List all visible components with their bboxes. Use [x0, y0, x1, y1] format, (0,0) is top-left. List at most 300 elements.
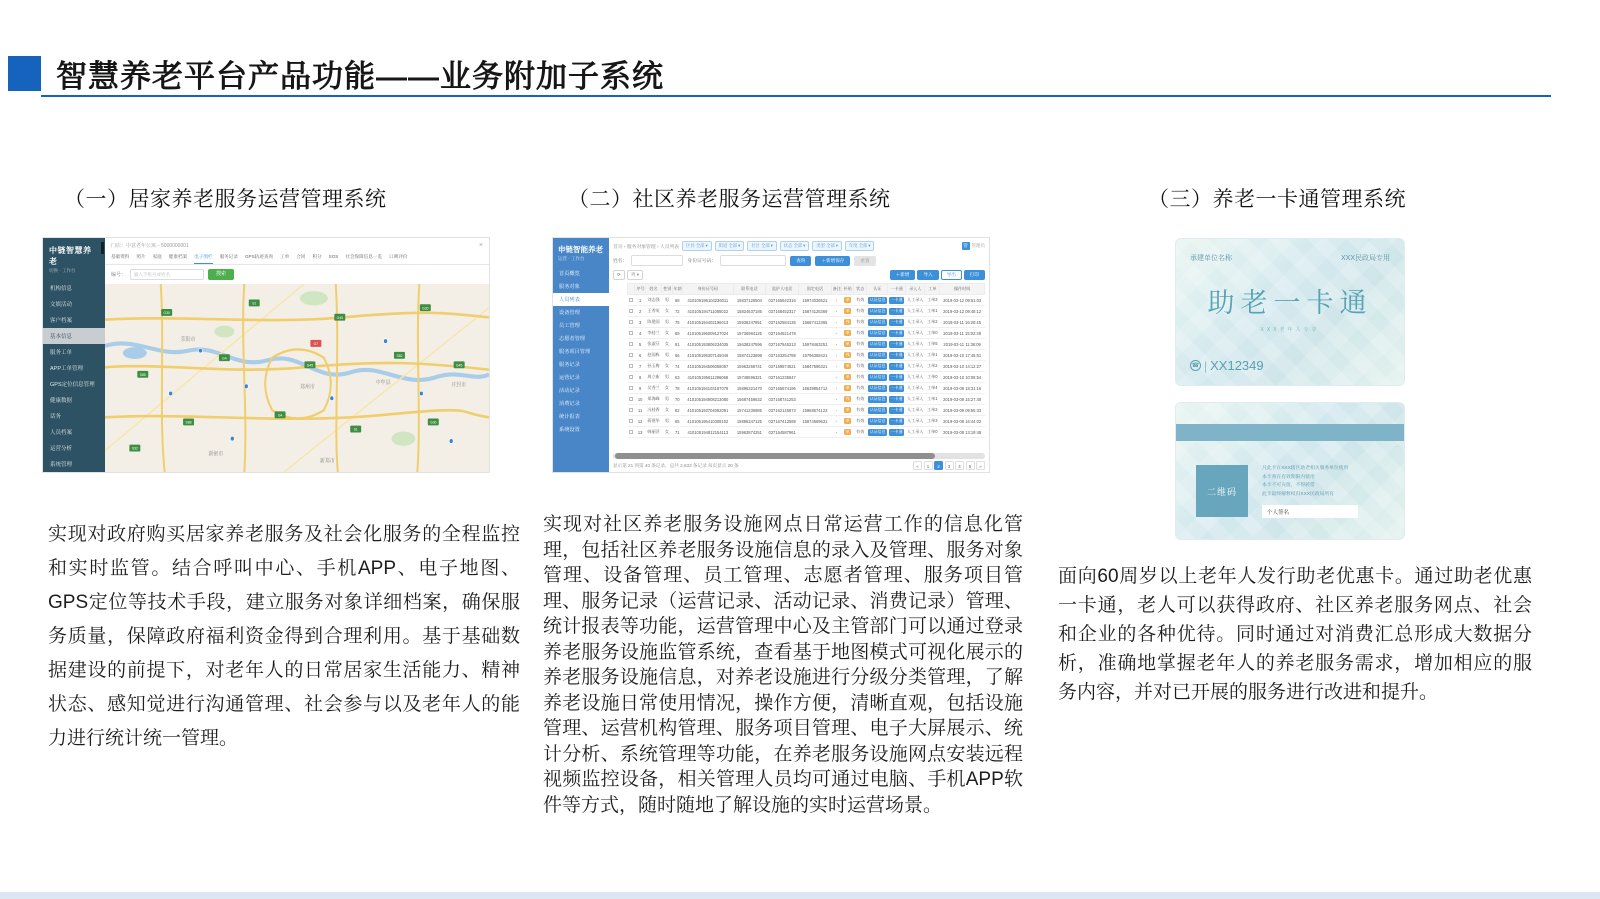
- cell: 74: [672, 361, 682, 372]
- cell: 15796358421: [799, 350, 832, 361]
- cell: 有效: [854, 394, 867, 405]
- sidebar-item[interactable]: 统计报表: [559, 414, 580, 420]
- app2-action-buttons: [890, 270, 985, 280]
- elder-card-front: [1175, 238, 1405, 386]
- idcard-filter-input[interactable]: [720, 255, 786, 266]
- cell: 15896347125: [733, 416, 766, 427]
- sidebar-item[interactable]: GPS定位信息管理: [50, 382, 95, 388]
- table-row[interactable]: [628, 350, 985, 361]
- app2-main: [609, 238, 989, 472]
- row-checkbox[interactable]: [629, 397, 633, 401]
- chevron-down-icon: ▾: [803, 243, 806, 248]
- map-city-label: 荥阳市: [180, 336, 196, 344]
- cell: 孙玉梅: [645, 361, 661, 372]
- cell: 张淑芬: [645, 339, 661, 350]
- cell: 人工录入: [906, 427, 925, 438]
- cell: 63: [672, 372, 682, 383]
- cell: 工单2: [925, 405, 940, 416]
- cell: 人工录入: [906, 361, 925, 372]
- cell: 李桂兰: [645, 328, 661, 339]
- cell: 女: [662, 361, 672, 372]
- map-city-label: 郑州市: [299, 384, 315, 391]
- cell: 15968574123: [799, 405, 832, 416]
- checkbox-cell: [628, 383, 635, 394]
- tab[interactable]: GPS轨迹查询: [244, 254, 274, 259]
- detail-button[interactable]: 认证信息: [869, 407, 886, 412]
- sidebar-toggle-icon[interactable]: [101, 242, 104, 254]
- detail-button[interactable]: 认证信息: [869, 363, 886, 368]
- cell: -: [831, 306, 841, 317]
- cell: [888, 372, 906, 383]
- cell: 女: [662, 339, 672, 350]
- highway-badge-label: S1: [252, 301, 257, 306]
- row-checkbox[interactable]: [629, 320, 633, 324]
- page-button[interactable]: 5: [966, 461, 975, 470]
- table-row[interactable]: [628, 328, 985, 339]
- card-button[interactable]: 一卡通: [890, 297, 903, 302]
- cell: 有效: [854, 427, 867, 438]
- card-button[interactable]: 一卡通: [890, 396, 903, 401]
- subsidy-badge: 单: [845, 330, 850, 335]
- cell: 15824637185: [733, 306, 766, 317]
- sidebar-item[interactable]: 人员档案: [50, 430, 73, 436]
- breadcrumb: 首页 › 服务对象管理 › 人员列表: [613, 244, 680, 250]
- cell: 11: [635, 405, 645, 416]
- table-row[interactable]: [628, 339, 985, 350]
- cell: 陈建国: [645, 317, 661, 328]
- checkbox-cell: [628, 328, 635, 339]
- cell: 70: [672, 394, 682, 405]
- detail-button[interactable]: 认证信息: [869, 396, 886, 401]
- tab[interactable]: 积分: [312, 254, 322, 259]
- cell: 410105193704092091: [683, 405, 734, 416]
- cell: 人工录入: [906, 350, 925, 361]
- column-header: 认证: [867, 284, 888, 295]
- map-pin-icon[interactable]: [169, 391, 173, 396]
- cell: 女: [662, 405, 672, 416]
- sidebar-item[interactable]: 服务记录: [559, 362, 580, 368]
- cell: 15837126504: [733, 295, 766, 306]
- cell: 女: [662, 328, 672, 339]
- cell: 75: [672, 317, 682, 328]
- query-button[interactable]: 查询: [790, 256, 811, 266]
- filter-chip[interactable]: 状态 全部 ▾: [780, 241, 810, 251]
- cell: 410105194908213080: [683, 394, 734, 405]
- cell: 女: [662, 306, 672, 317]
- cell: 410105195104236011: [683, 295, 734, 306]
- checkbox-cell: [628, 317, 635, 328]
- cell: [867, 317, 888, 328]
- app1-sidebar: [43, 238, 105, 472]
- cell: 15639854712: [799, 383, 832, 394]
- instruction-line: 此卡最终解释权归XXX民政局所有: [1262, 491, 1334, 497]
- card-button[interactable]: 一卡通: [890, 374, 903, 379]
- card-button[interactable]: 一卡通: [890, 385, 903, 390]
- tab[interactable]: SOS: [328, 254, 339, 259]
- cell: 女: [662, 383, 672, 394]
- card-button[interactable]: 一卡通: [890, 341, 903, 346]
- cell: [888, 383, 906, 394]
- cell: 工单2: [925, 361, 940, 372]
- cell: [799, 394, 832, 405]
- sidebar-item[interactable]: 服务项目管理: [559, 349, 591, 355]
- page-button[interactable]: «: [913, 461, 922, 470]
- subsidy-badge: 单: [845, 385, 850, 390]
- highway-badge-label: S32: [131, 446, 138, 451]
- detail-button[interactable]: 认证信息: [869, 352, 886, 357]
- card-button[interactable]: 一卡通: [890, 352, 903, 357]
- cell: 15978463251: [799, 339, 832, 350]
- cell: 2019-03-09 15:27:40: [940, 394, 985, 405]
- row-checkbox[interactable]: [629, 353, 633, 357]
- cell: [888, 416, 906, 427]
- app1-search-label: 编号：: [111, 272, 127, 278]
- tab[interactable]: 电子围栏: [194, 254, 212, 264]
- cell: -: [831, 416, 841, 427]
- cell: [888, 427, 906, 438]
- toolbar-button[interactable]: 打印: [964, 270, 985, 280]
- screenshot-home-care-system: [42, 237, 490, 473]
- app2-topbar: [613, 241, 985, 251]
- screenshot-community-system: [552, 237, 990, 473]
- records-summary: 显示第 21 到第 40 条记录，总共 2,633 条记录 每页显示 20 条: [613, 462, 739, 468]
- app1-brand-sub: 切换 · 工作台: [49, 268, 76, 273]
- card-subtitle: XXX老年人专享: [1260, 327, 1320, 333]
- row-checkbox[interactable]: [629, 375, 633, 379]
- qr-code-placeholder: 二维码: [1196, 465, 1248, 517]
- sidebar-item[interactable]: 设备管理: [559, 310, 580, 316]
- cell: 人工录入: [906, 306, 925, 317]
- filter-chip[interactable]: 年度 全部 ▾: [845, 241, 875, 251]
- sidebar-item[interactable]: 系统管理: [50, 462, 73, 468]
- table-row[interactable]: [628, 427, 985, 438]
- tab[interactable]: 服务记录: [219, 254, 238, 259]
- tab[interactable]: 照片: [136, 254, 146, 259]
- sidebar-item[interactable]: 健康数据: [50, 398, 73, 404]
- cell: 工单4: [925, 383, 940, 394]
- highway-badge-label: G30: [422, 306, 429, 311]
- cell: 037161235847: [766, 372, 799, 383]
- cell: 6: [635, 350, 645, 361]
- app2-toolbar: [613, 270, 985, 280]
- refresh-button[interactable]: ⟳: [613, 270, 625, 280]
- sidebar-item[interactable]: 文娱活动: [50, 302, 73, 308]
- cell: 037167845213: [766, 339, 799, 350]
- filter-chip[interactable]: 类型 全部 ▾: [812, 241, 842, 251]
- filter-chip[interactable]: 社区 全部 ▾: [747, 241, 777, 251]
- cell: 15741236985: [733, 405, 766, 416]
- card-button[interactable]: 一卡通: [890, 319, 903, 324]
- table-row[interactable]: [628, 361, 985, 372]
- row-checkbox[interactable]: [629, 430, 633, 434]
- name-filter-label: 姓名：: [613, 259, 628, 264]
- detail-button[interactable]: 认证信息: [869, 308, 886, 313]
- tab[interactable]: 家庭: [152, 254, 162, 259]
- user-avatar[interactable]: 管: [963, 243, 968, 248]
- tab[interactable]: 工单: [280, 254, 290, 259]
- sidebar-item[interactable]: 服务工单: [50, 350, 73, 356]
- table-row[interactable]: [628, 416, 985, 427]
- user-label: 管理员: [971, 243, 985, 248]
- cell: 15963258741: [733, 361, 766, 372]
- cell: 2019-03-10 10:08:54: [940, 372, 985, 383]
- cell: [888, 317, 906, 328]
- row-checkbox[interactable]: [629, 408, 633, 412]
- table-row[interactable]: [628, 394, 985, 405]
- cell: 13: [635, 427, 645, 438]
- row-checkbox[interactable]: [629, 364, 633, 368]
- sidebar-item[interactable]: APP工单管理: [50, 366, 84, 372]
- map-pin-icon[interactable]: [330, 396, 334, 401]
- map-panel[interactable]: [105, 284, 489, 472]
- app2-brand: 申链智能养老: [558, 245, 603, 254]
- highway-badge-label: S88: [185, 420, 192, 425]
- app1-menu: [43, 280, 105, 472]
- detail-button[interactable]: 认证信息: [869, 418, 886, 423]
- cell: 037165842316: [766, 295, 799, 306]
- cell: [888, 350, 906, 361]
- elder-card-back: [1175, 402, 1405, 540]
- row-checkbox[interactable]: [629, 419, 633, 423]
- page-title: 智慧养老平台产品功能——业务附加子系统: [56, 59, 664, 94]
- sidebar-item[interactable]: 系统设置: [559, 427, 580, 433]
- card-authority-label: XXX民政局专用: [1340, 255, 1390, 262]
- map-pin-icon[interactable]: [384, 339, 388, 344]
- cell: 8: [635, 372, 645, 383]
- app1-infobar: [105, 238, 489, 251]
- section-2-body: 实现对社区养老服务设施网点日常运营工作的信息化管理，包括社区养老服务设施信息的录入及管理、服务对象管理、设备管理、员工管理、志愿者管理、服务项目管理、服务记录（运营记录、活动记录、消费记录）管理、统计报表等功能，运营管理中心及主管部门可以通过登录养老服务设施监管系统，查看基于地图模式可视化展示的养老服务设施信息，对养老设施进行分级分类管理，了解养老设施日常使用情况，操作方便，清晰直观，包括设施管理、运营机构管理、服务项目管理、电子大屏展示、统计分析、系统管理等功能，在养老服务设施网点安装远程视频监控设备，相关管理人员均可通过电脑、手机APP软件等方式，随时随地了解设施的实时运营场景。: [543, 514, 1023, 816]
- column-header: 一卡通: [888, 284, 906, 295]
- cell: 有效: [854, 306, 867, 317]
- map-pin-icon[interactable]: [244, 384, 248, 389]
- cell: 2019-03-11 16:20:45: [940, 317, 985, 328]
- title-underline: [41, 95, 1551, 97]
- cell: 15847596321: [799, 361, 832, 372]
- search-input[interactable]: [130, 269, 204, 280]
- app2-filter-chips: [682, 241, 874, 251]
- map-pin-icon[interactable]: [199, 348, 203, 353]
- sidebar-item[interactable]: 话务: [50, 414, 62, 420]
- cell: [867, 328, 888, 339]
- card-button[interactable]: 一卡通: [890, 418, 903, 423]
- card-title: 助老一卡通: [1207, 288, 1373, 318]
- table-row[interactable]: [628, 295, 985, 306]
- cell: [888, 339, 906, 350]
- cell: [842, 361, 854, 372]
- cell: 037169874521: [766, 361, 799, 372]
- cell: 工单3: [925, 416, 940, 427]
- row-checkbox[interactable]: [629, 331, 633, 335]
- card-button[interactable]: 一卡通: [890, 407, 903, 412]
- page-button[interactable]: 4: [955, 461, 964, 470]
- cell: 有效: [854, 328, 867, 339]
- row-checkbox[interactable]: [629, 342, 633, 346]
- filter-chip[interactable]: 街道 全部 ▾: [715, 241, 745, 251]
- sidebar-item[interactable]: 运营分析: [50, 446, 73, 452]
- cell: 人工录入: [906, 328, 925, 339]
- map-pin-icon[interactable]: [419, 391, 423, 396]
- title-accent-square: [8, 56, 41, 91]
- cell: 有效: [854, 416, 867, 427]
- card-button[interactable]: 一卡通: [890, 308, 903, 313]
- cell: -: [831, 328, 841, 339]
- instruction-line: 本卡不可充值，不得转借: [1262, 483, 1315, 488]
- card-button[interactable]: 一卡通: [890, 429, 903, 434]
- cell: 男: [662, 372, 672, 383]
- app2-sidebar: [553, 238, 609, 472]
- checkbox-cell: [628, 405, 635, 416]
- detail-button[interactable]: 认证信息: [869, 297, 886, 302]
- columns-button[interactable]: 列 ▾: [627, 270, 643, 280]
- cell: 有效: [854, 339, 867, 350]
- sidebar-item[interactable]: 客户档案: [50, 318, 73, 324]
- cell: 410105195307145046: [683, 350, 734, 361]
- card-builder-name: 承建单位名称: [1190, 255, 1232, 262]
- sidebar-item[interactable]: 首页概览: [559, 271, 580, 277]
- highway-badge-label: G4: [277, 413, 283, 418]
- detail-button[interactable]: 认证信息: [869, 429, 886, 434]
- page-button[interactable]: 1: [924, 461, 933, 470]
- row-checkbox[interactable]: [629, 298, 633, 302]
- cell: 037167412589: [766, 416, 799, 427]
- cell: 有效: [854, 350, 867, 361]
- tab[interactable]: 口碑评价: [389, 254, 408, 259]
- cell: -: [831, 361, 841, 372]
- sidebar-item[interactable]: 基本信息: [43, 328, 105, 344]
- cell: 2019-03-08 16:44:02: [940, 416, 985, 427]
- page-button[interactable]: 2: [934, 461, 943, 470]
- chevron-down-icon: ▾: [705, 243, 708, 248]
- table-row[interactable]: [628, 405, 985, 416]
- sidebar-item[interactable]: 机构信息: [50, 286, 73, 292]
- detail-button[interactable]: 认证信息: [869, 374, 886, 379]
- subsidy-badge: 单: [845, 297, 850, 302]
- toolbar-button[interactable]: 导入: [917, 270, 938, 280]
- toolbar-button[interactable]: 导出: [941, 270, 962, 280]
- cell: 人工录入: [906, 317, 925, 328]
- cell: [867, 372, 888, 383]
- cell: 人工录入: [906, 295, 925, 306]
- cell: 有效: [854, 295, 867, 306]
- sidebar-item[interactable]: 活动记录: [559, 388, 580, 394]
- name-filter-input[interactable]: [631, 255, 683, 266]
- cell: [799, 372, 832, 383]
- row-checkbox[interactable]: [629, 386, 633, 390]
- tab[interactable]: 社会保障信息一览: [345, 254, 383, 259]
- cell: 71: [672, 427, 682, 438]
- cell: 工单1: [925, 350, 940, 361]
- cell: 037164587961: [766, 427, 799, 438]
- chevron-down-icon: ▾: [835, 243, 838, 248]
- row-checkbox[interactable]: [629, 309, 633, 313]
- map-pin-icon[interactable]: [449, 439, 453, 444]
- cell: 037165874196: [766, 383, 799, 394]
- cell: [888, 328, 906, 339]
- cell: 15638247596: [733, 339, 766, 350]
- filter-chip[interactable]: 区县 全部 ▾: [682, 241, 712, 251]
- table-row[interactable]: [628, 372, 985, 383]
- cell: -: [831, 427, 841, 438]
- phone-separator: |: [1204, 358, 1208, 373]
- cell: 郑海峰: [645, 394, 661, 405]
- toolbar-button[interactable]: ＋新增: [890, 270, 916, 280]
- sidebar-item[interactable]: 员工管理: [559, 323, 580, 329]
- scrollbar-thumb[interactable]: [615, 453, 935, 459]
- detail-button[interactable]: 认证信息: [869, 385, 886, 390]
- cell: 5: [635, 339, 645, 350]
- cell: 037162145873: [766, 405, 799, 416]
- cell: [867, 361, 888, 372]
- cell: [842, 383, 854, 394]
- horizontal-scrollbar[interactable]: [613, 453, 985, 459]
- signature-box: 个人签名: [1262, 505, 1358, 518]
- cell: [888, 394, 906, 405]
- app2-search-row: [613, 255, 985, 266]
- card-button[interactable]: 一卡通: [890, 330, 903, 335]
- cell: [867, 383, 888, 394]
- cell: 韩丽萍: [645, 427, 661, 438]
- cell: 65: [672, 416, 682, 427]
- table-row[interactable]: [628, 383, 985, 394]
- cell: 10: [635, 394, 645, 405]
- sidebar-item[interactable]: 服务对象: [559, 284, 580, 290]
- sidebar-item[interactable]: 运营记录: [559, 375, 580, 381]
- sidebar-item[interactable]: 志愿者管理: [559, 336, 585, 342]
- cell: [842, 339, 854, 350]
- detail-button[interactable]: 认证信息: [869, 341, 886, 346]
- cell: 1: [635, 295, 645, 306]
- close-icon[interactable]: ×: [478, 242, 483, 249]
- add-save-button[interactable]: ＋新增保存: [815, 256, 850, 266]
- sidebar-item[interactable]: 人员列表: [553, 293, 609, 306]
- cell: 工单1: [925, 306, 940, 317]
- cell: -: [831, 372, 841, 383]
- page-button[interactable]: 3: [945, 461, 954, 470]
- page-button[interactable]: »: [976, 461, 985, 470]
- map-pin-icon[interactable]: [230, 436, 234, 441]
- card-button[interactable]: 一卡通: [890, 363, 903, 368]
- cell: 女: [662, 427, 672, 438]
- cell: 410105194103187079: [683, 383, 734, 394]
- column-header: 状态: [854, 284, 867, 295]
- cell: 工单0: [925, 372, 940, 383]
- cell: 有效: [854, 372, 867, 383]
- app2-footer: [613, 461, 985, 470]
- cell: [842, 350, 854, 361]
- cell: 037162584136: [766, 317, 799, 328]
- detail-button[interactable]: 认证信息: [869, 330, 886, 335]
- chevron-down-icon: ▾: [770, 243, 773, 248]
- cell: 410105194506058057: [683, 361, 734, 372]
- table-row[interactable]: [628, 317, 985, 328]
- sidebar-item[interactable]: 消费记录: [559, 401, 580, 407]
- reset-button[interactable]: 重置: [854, 256, 875, 266]
- search-button[interactable]: 搜索: [208, 269, 234, 280]
- tab[interactable]: 健康档案: [168, 254, 188, 259]
- highway-badge-label: G45: [336, 315, 343, 320]
- cell: 工单5: [925, 339, 940, 350]
- cell: 工单2: [925, 317, 940, 328]
- column-header: 固定电话: [799, 284, 832, 295]
- cell: 4: [635, 328, 645, 339]
- tab[interactable]: 合同: [296, 254, 306, 259]
- card-back-stripe: [1176, 424, 1404, 441]
- detail-button[interactable]: 认证信息: [869, 319, 886, 324]
- table-row[interactable]: [628, 306, 985, 317]
- app2-user-area: [962, 242, 986, 250]
- cell: 66: [672, 350, 682, 361]
- tab[interactable]: 基础资料: [111, 254, 130, 259]
